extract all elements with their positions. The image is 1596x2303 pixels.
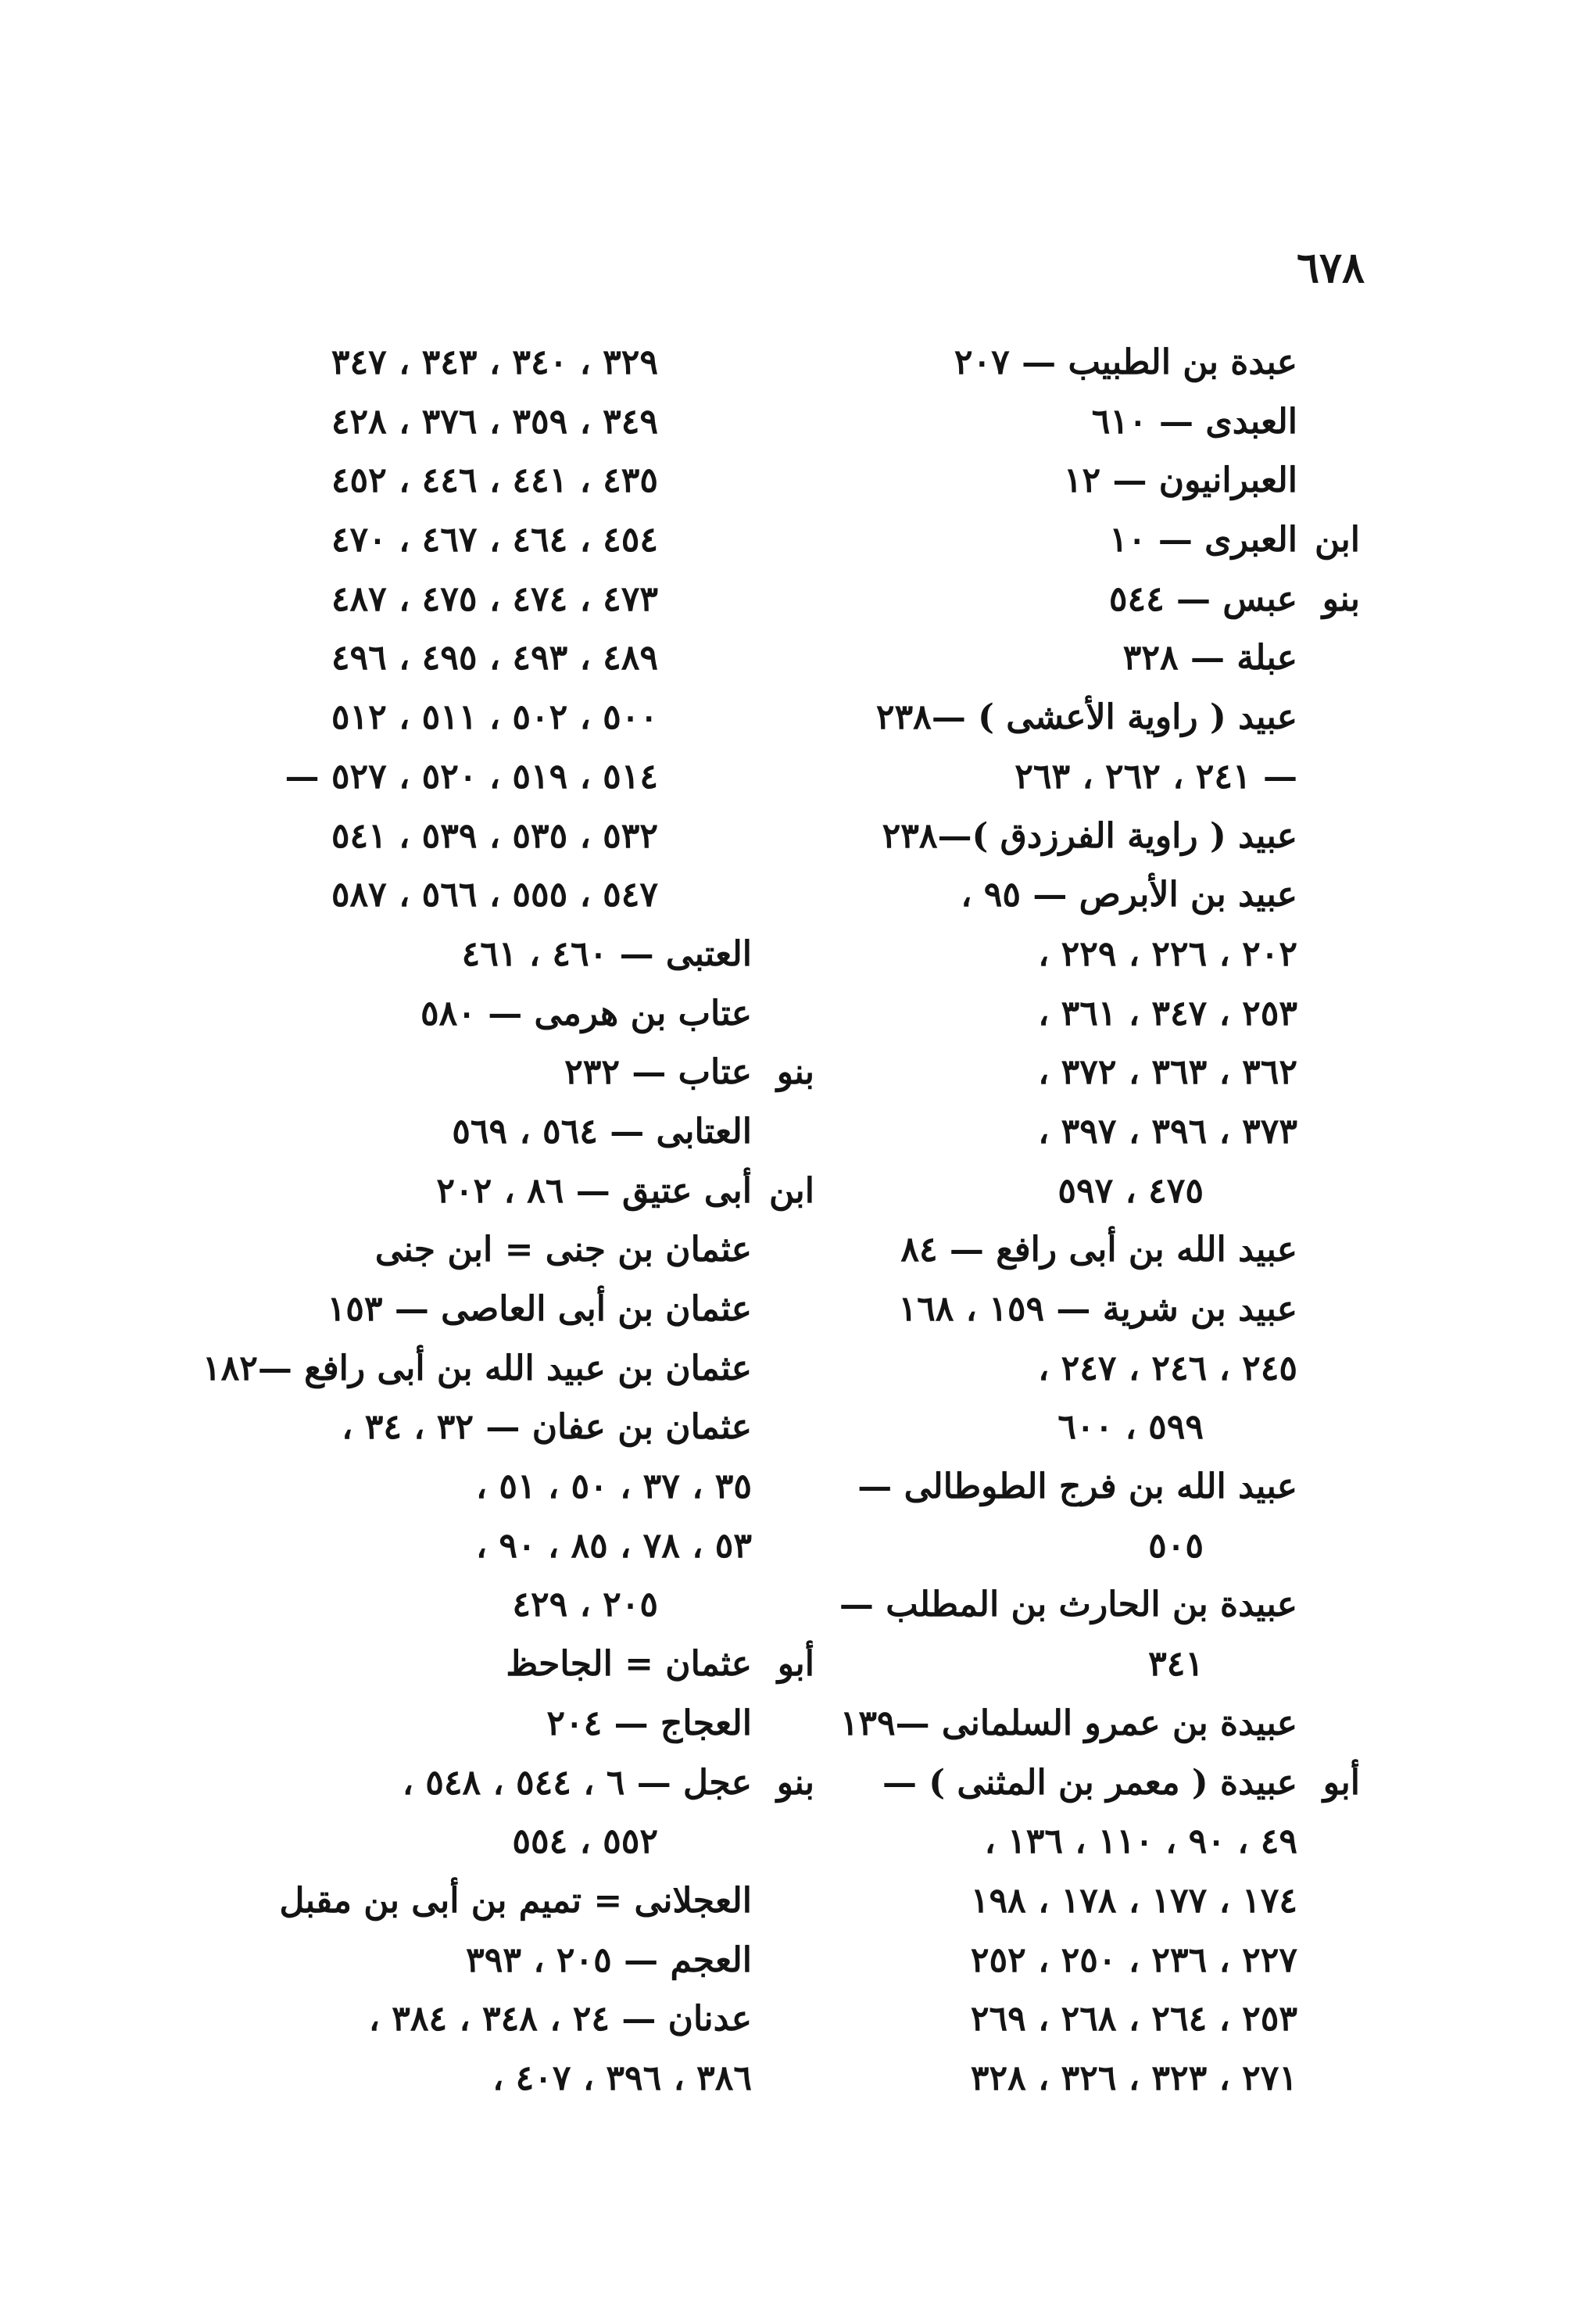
entry-text: ٣٧٣ ، ٣٩٦ ، ٣٩٧ ، — [1038, 1111, 1297, 1152]
entry-text: ٣٨٦ ، ٣٩٦ ، ٤٠٧ ، — [492, 2058, 752, 2098]
entry-text: عدنان — ٢٤ ، ٣٤٨ ، ٣٨٤ ، — [368, 1999, 752, 2040]
index-entry — [839, 1575, 1360, 1635]
entry-text: العجم — ٢٠٥ ، ٣٩٣ — [466, 1939, 752, 1980]
entry-text: ٥١٤ ، ٥١٩ ، ٥٢٠ ، ٥٢٧ — — [284, 756, 658, 797]
entry-text: ٢٧١ ، ٣٢٣ ، ٣٢٦ ، ٣٢٨ — [970, 2058, 1297, 2098]
index-entry — [252, 984, 814, 1044]
entry-text: عثمان بن جنى = ابن جنى — [374, 1230, 752, 1270]
entry-prefix: أبو — [777, 1644, 814, 1685]
entry-prefix: بنو — [776, 1052, 814, 1093]
entry-prefix: ابن — [1315, 520, 1360, 561]
entry-text: ٤٥٤ ، ٤٦٤ ، ٤٦٧ ، ٤٧٠ — [331, 520, 658, 561]
entry-text: ٥٣ ، ٧٨ ، ٨٥ ، ٩٠ ، — [475, 1525, 752, 1566]
index-entry — [252, 807, 814, 866]
entry-text: عبدة بن الطبيب — ٢٠٧ — [954, 342, 1297, 382]
index-entry — [252, 925, 814, 984]
entry-text: ٣٥ ، ٣٧ ، ٥٠ ، ٥١ ، — [475, 1467, 752, 1507]
entry-text: عتاب — ٢٣٢ — [564, 1052, 752, 1093]
entry-text: العجاج — ٢٠٤ — [546, 1703, 752, 1743]
entry-text: عثمان بن أبى العاصى — ١٥٣ — [327, 1289, 752, 1329]
index-entry — [839, 1694, 1360, 1753]
index-column-right — [839, 333, 1360, 2108]
entry-text: ٤٩ ، ٩٠ ، ١١٠ ، ١٣٦ ، — [984, 1821, 1297, 1862]
index-entry — [868, 1339, 1360, 1399]
index-entry — [252, 2049, 814, 2108]
index-entry — [868, 1931, 1360, 1990]
index-entry — [252, 688, 814, 747]
entry-text: عثمان بن عبيد الله بن أبى رافع —١٨٢ — [202, 1348, 752, 1388]
index-entry — [252, 1694, 814, 1753]
index-entry — [868, 2049, 1360, 2108]
index-entry — [252, 510, 814, 570]
index-entry — [868, 1812, 1360, 1871]
entry-text: ٤٣٥ ، ٤٤١ ، ٤٤٦ ، ٤٥٢ — [331, 460, 658, 501]
entry-text: العتابى — ٥٦٤ ، ٥٦٩ — [452, 1111, 752, 1152]
index-entry — [868, 1990, 1360, 2049]
entry-text: عبيد بن شرية — ١٥٩ ، ١٦٨ — [898, 1289, 1297, 1329]
entry-text: ٢٥٣ ، ٢٦٤ ، ٢٦٨ ، ٢٦٩ — [970, 1999, 1297, 2040]
entry-prefix: ابن — [769, 1170, 814, 1211]
index-entry — [868, 1635, 1360, 1694]
index-entry — [252, 1457, 814, 1517]
entry-text: ٢٤٥ ، ٢٤٦ ، ٢٤٧ ، — [1038, 1348, 1297, 1388]
index-entry — [868, 392, 1360, 452]
entry-text: عثمان = الجاحظ — [506, 1644, 752, 1685]
index-entry — [252, 1280, 814, 1339]
entry-text: العبرى — ١٠ — [1109, 520, 1297, 561]
entry-text: عبيد بن الأبرص — ٩٥ ، — [961, 875, 1297, 915]
entry-prefix: بنو — [1322, 578, 1360, 619]
index-entry — [868, 1398, 1360, 1457]
entry-text: ٢٢٧ ، ٢٣٦ ، ٢٥٠ ، ٢٥٢ — [970, 1939, 1297, 1980]
index-entry — [868, 570, 1360, 629]
index-entry — [252, 1220, 814, 1280]
index-entry — [868, 865, 1360, 925]
index-entry — [252, 1517, 814, 1576]
index-entry — [252, 392, 814, 452]
entry-text: ٢٥٣ ، ٣٤٧ ، ٣٦١ ، — [1038, 993, 1297, 1033]
entry-text: ٥٥٢ ، ٥٥٤ — [512, 1821, 658, 1862]
entry-text: العجلانى = تميم بن أبى بن مقبل — [279, 1880, 752, 1921]
index-entry — [252, 1575, 814, 1635]
index-entry — [868, 747, 1360, 807]
entry-text: عجل — ٦ ، ٥٤٤ ، ٥٤٨ ، — [402, 1762, 752, 1803]
index-entry — [868, 1162, 1360, 1221]
entry-text: عبيدة بن عمرو السلمانى —١٣٩ — [839, 1703, 1297, 1743]
entry-text: ١٧٤ ، ١٧٧ ، ١٧٨ ، ١٩٨ — [970, 1880, 1297, 1921]
entry-text: — ٢٤١ ، ٢٦٢ ، ٢٦٣ — [1014, 756, 1297, 797]
index-entry — [868, 807, 1360, 866]
entry-text: العبدى — ٦١٠ — [1091, 401, 1297, 442]
index-entry — [868, 1753, 1360, 1813]
index-entry — [252, 1753, 814, 1813]
index-entry — [202, 1339, 814, 1399]
entry-text: ٥٤٧ ، ٥٥٥ ، ٥٦٦ ، ٥٨٧ — [331, 875, 658, 915]
index-entry — [868, 451, 1360, 510]
entry-text: ٥٠٠ ، ٥٠٢ ، ٥١١ ، ٥١٢ — [331, 697, 658, 738]
entry-text: ٥٩٩ ، ٦٠٠ — [1057, 1407, 1204, 1448]
index-entry — [868, 1517, 1360, 1576]
entry-text: أبى عتيق — ٨٦ ، ٢٠٢ — [436, 1170, 752, 1211]
index-entry — [252, 1162, 814, 1221]
entry-prefix: أبو — [1322, 1762, 1360, 1803]
index-entry — [868, 925, 1360, 984]
entry-text: ٤٧٥ ، ٥٩٧ — [1057, 1170, 1204, 1211]
entry-text: ٤٨٩ ، ٤٩٣ ، ٤٩٥ ، ٤٩٦ — [331, 638, 658, 679]
index-entry — [868, 333, 1360, 392]
entry-text: ٢٠٢ ، ٢٢٦ ، ٢٢٩ ، — [1038, 933, 1297, 974]
index-entry — [868, 629, 1360, 688]
entry-text: عثمان بن عفان — ٣٢ ، ٣٤ ، — [342, 1407, 752, 1448]
index-entry — [868, 510, 1360, 570]
entry-text: ٤٧٣ ، ٤٧٤ ، ٤٧٥ ، ٤٨٧ — [331, 578, 658, 619]
index-entry — [252, 1931, 814, 1990]
index-entry — [252, 333, 814, 392]
entry-text: عبيد الله بن فرج الطوطالى — — [857, 1467, 1297, 1507]
index-entry — [252, 865, 814, 925]
entry-text: عتاب بن هرمى — ٥٨٠ — [420, 993, 752, 1033]
index-entry — [252, 1398, 814, 1457]
index-entry — [252, 451, 814, 510]
index-entry — [868, 1871, 1360, 1931]
entry-text: ٣٤٩ ، ٣٥٩ ، ٣٧٦ ، ٤٢٨ — [331, 401, 658, 442]
index-entry — [252, 1990, 814, 2049]
entry-text: ٣٤١ — [1148, 1644, 1204, 1685]
entry-text: عبس — ٥٤٤ — [1108, 578, 1297, 619]
index-entry — [252, 1102, 814, 1162]
index-entry — [252, 1043, 814, 1102]
index-entry — [868, 1043, 1360, 1102]
index-entry — [252, 629, 814, 688]
index-entry — [252, 747, 814, 807]
entry-text: عبيد ( راوية الأعشى ) —٢٣٨ — [875, 697, 1297, 738]
entry-text: ٣٦٢ ، ٣٦٣ ، ٣٧٢ ، — [1038, 1052, 1297, 1093]
entry-text: ٥٣٢ ، ٥٣٥ ، ٥٣٩ ، ٥٤١ — [331, 815, 658, 856]
entry-text: عبيد الله بن أبى رافع — ٨٤ — [900, 1230, 1297, 1270]
entry-text: ٣٢٩ ، ٣٤٠ ، ٣٤٣ ، ٣٤٧ — [331, 342, 658, 382]
index-entry — [868, 1220, 1360, 1280]
entry-text: العتبى — ٤٦٠ ، ٤٦١ — [461, 933, 752, 974]
index-entry — [857, 1457, 1360, 1517]
entry-text: عبلة — ٣٢٨ — [1122, 638, 1297, 679]
index-entry — [868, 984, 1360, 1044]
index-column-left — [202, 333, 814, 2108]
page-number: ٦٧٨ — [1296, 242, 1365, 292]
entry-text: ٢٠٥ ، ٤٢٩ — [512, 1585, 658, 1625]
entry-text: العبرانيون — ١٢ — [1063, 460, 1297, 501]
entry-prefix: بنو — [776, 1762, 814, 1803]
index-entry — [252, 1812, 814, 1871]
index-entry — [868, 688, 1360, 747]
entry-text: عبيد ( راوية الفرزدق )—٢٣٨ — [882, 815, 1297, 856]
index-entry — [868, 1102, 1360, 1162]
index-entry — [252, 1635, 814, 1694]
entry-text: ٥٠٥ — [1148, 1525, 1204, 1566]
entry-text: عبيدة بن الحارث بن المطلب — — [839, 1585, 1297, 1625]
index-entry — [252, 570, 814, 629]
index-entry — [868, 1280, 1360, 1339]
index-entry — [252, 1871, 814, 1931]
entry-text: عبيدة ( معمر بن المثنى ) — — [882, 1762, 1297, 1803]
